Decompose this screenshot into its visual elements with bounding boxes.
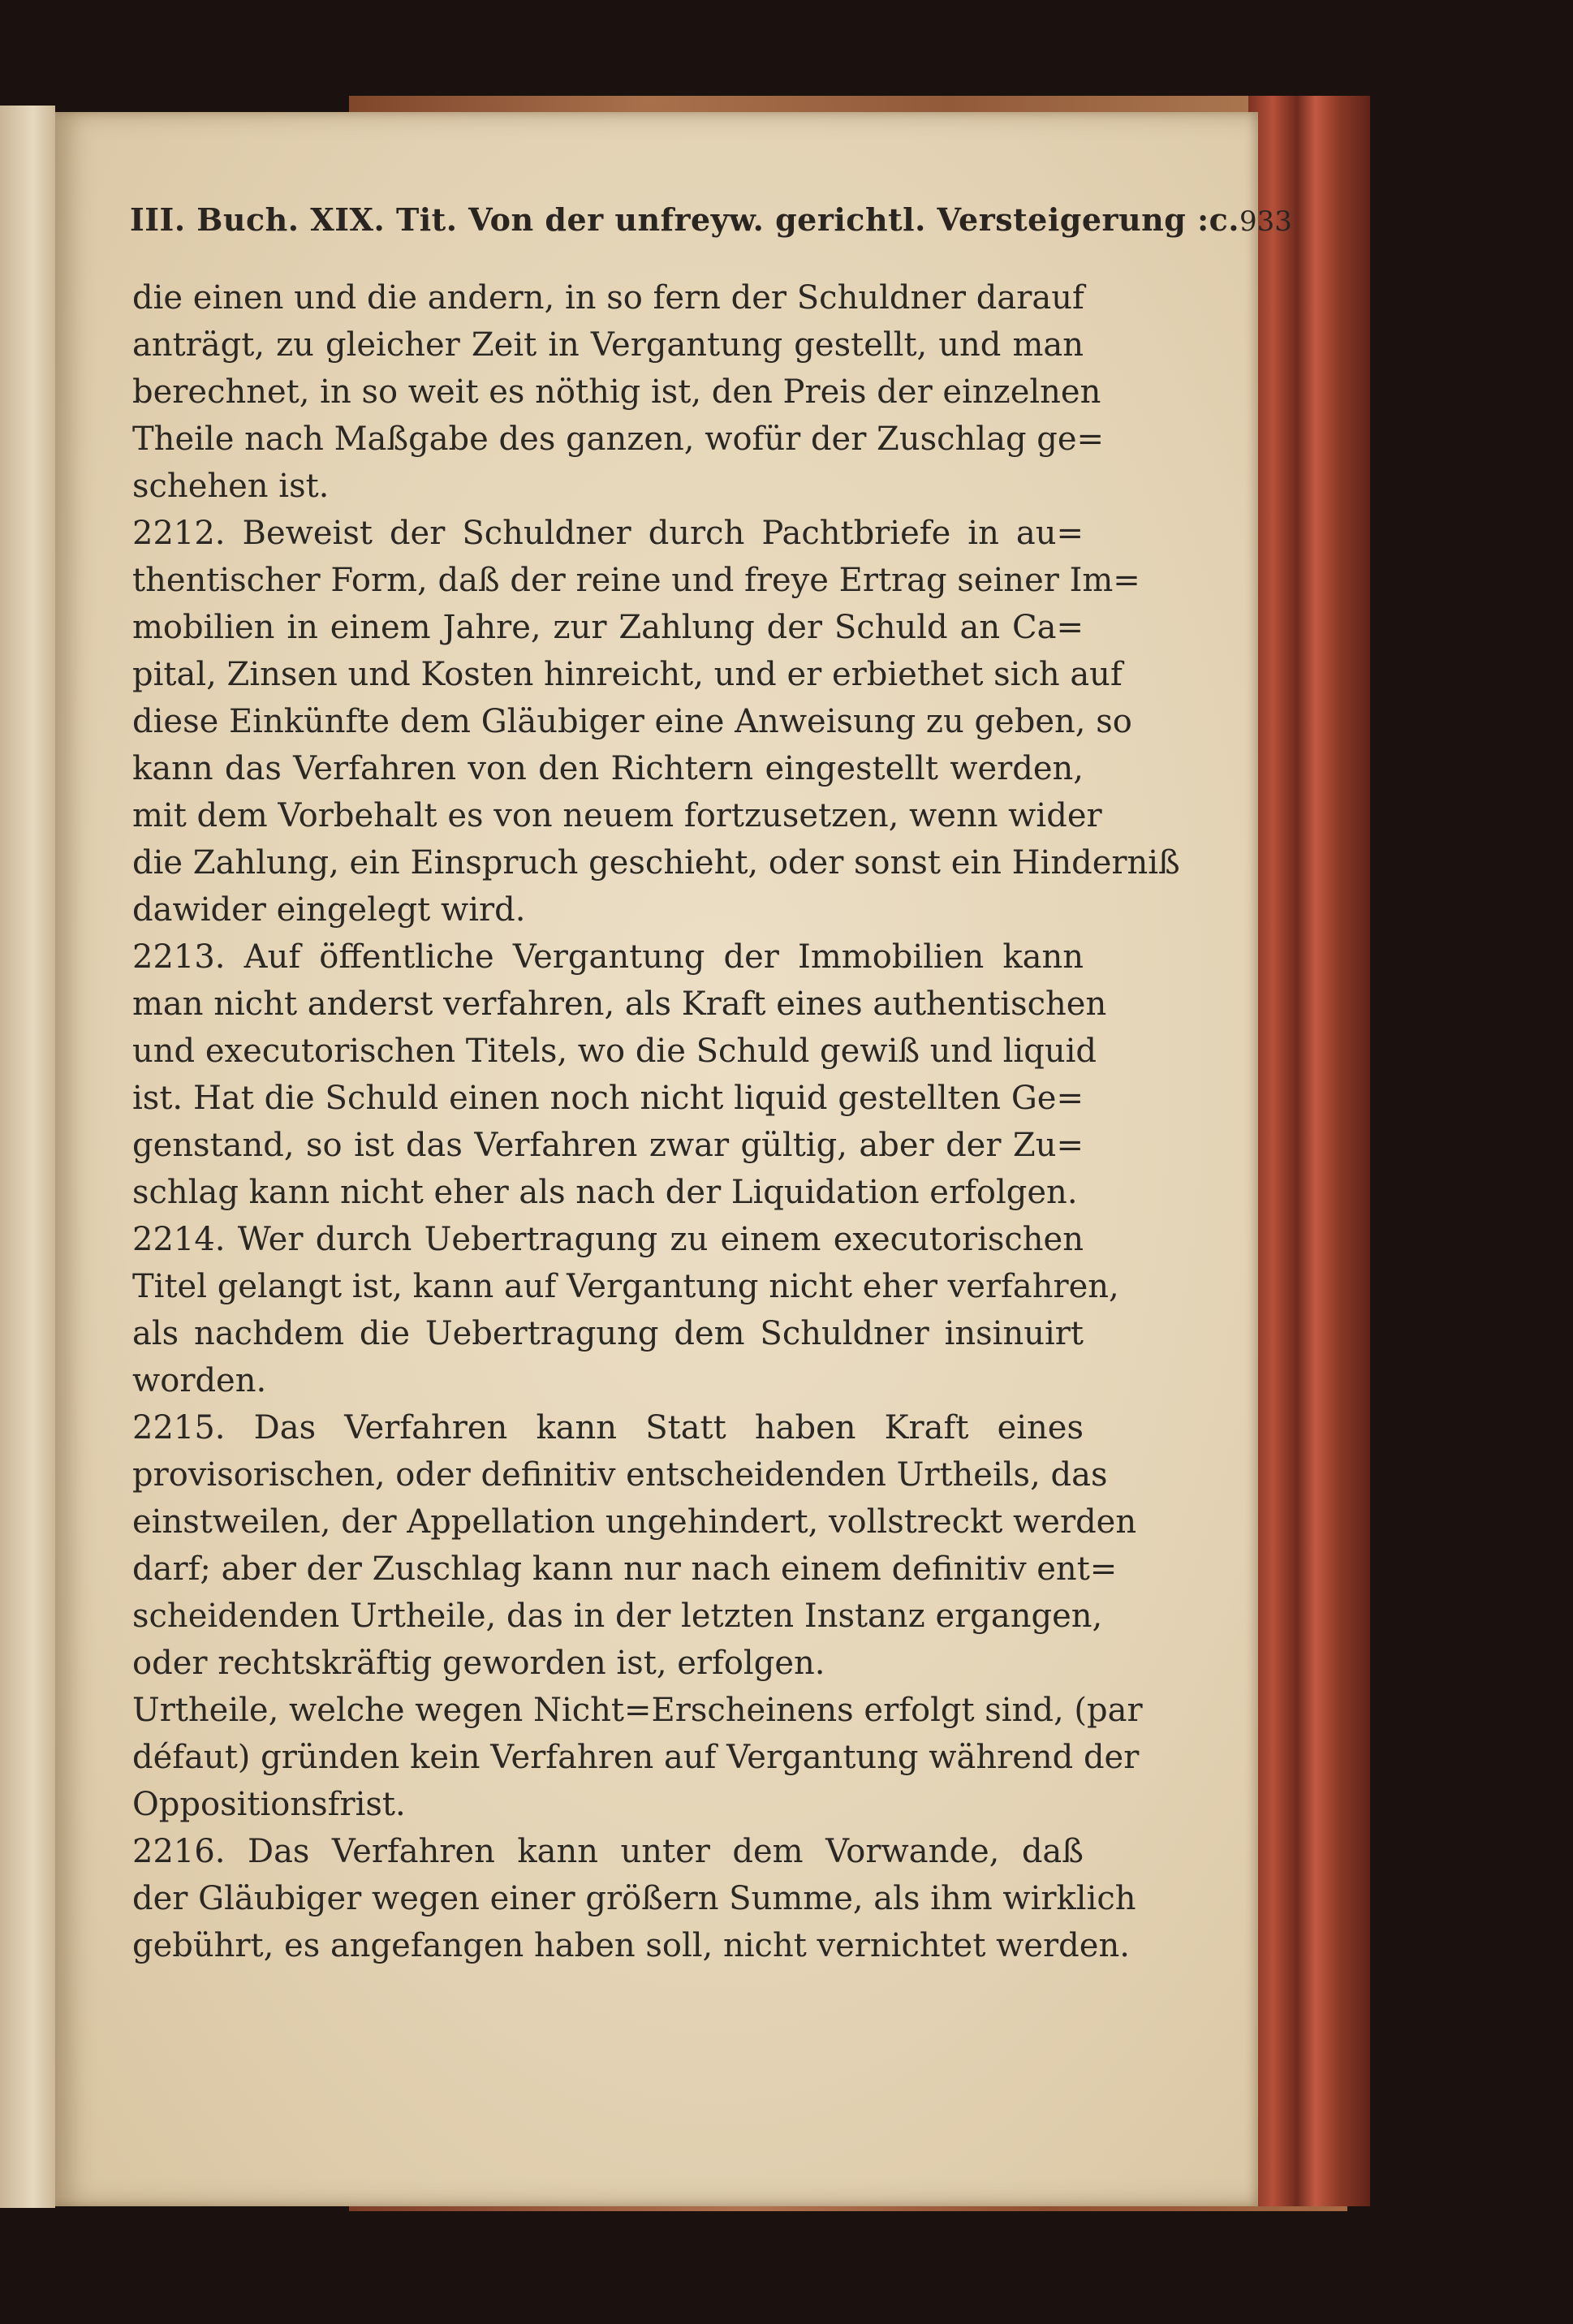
- page-number: 933: [1239, 205, 1292, 238]
- text-line: mit dem Vorbehalt es von neuem fortzusetzen, wenn wider: [132, 797, 1102, 834]
- text-line: provisorischen, oder definitiv entscheidenden Urtheils, das: [132, 1456, 1108, 1494]
- text-line: kann das Verfahren von den Richtern eingestellt werden,: [132, 750, 1084, 787]
- text-line: dawider eingelegt wird.: [132, 891, 526, 929]
- text-line: der Gläubiger wegen einer größern Summe, als ihm wirklich: [132, 1880, 1136, 1917]
- text-line: mobilien in einem Jahre, zur Zahlung der Schuld an Ca=: [132, 609, 1084, 646]
- text-line: anträgt, zu gleicher Zeit in Vergantung gestellt, und man: [132, 326, 1084, 364]
- text-line: schlag kann nicht eher als nach der Liquidation erfolgen.: [132, 1174, 1078, 1211]
- text-line: défaut) gründen kein Verfahren auf Vergantung während der: [132, 1739, 1140, 1776]
- text-line: Theile nach Maßgabe des ganzen, wofür der Zuschlag ge=: [132, 420, 1105, 458]
- header-title: III. Buch. XIX. Tit. Von der unfreyw. gerichtl. Versteigerung :c.: [130, 201, 1239, 238]
- running-header: [130, 201, 1292, 238]
- text-line: 2214. Wer durch Uebertragung zu einem executorischen: [132, 1221, 1084, 1258]
- adjacent-page-edge: [0, 106, 55, 2208]
- text-line: ist. Hat die Schuld einen noch nicht liquid gestellten Ge=: [132, 1080, 1084, 1117]
- text-line: scheidenden Urtheile, das in der letzten Instanz ergangen,: [132, 1597, 1103, 1635]
- text-line: diese Einkünfte dem Gläubiger eine Anweisung zu geben, so: [132, 703, 1132, 740]
- text-line: berechnet, in so weit es nöthig ist, den Preis der einzelnen: [132, 373, 1101, 411]
- text-line: darf; aber der Zuschlag kann nur nach einem definitiv ent=: [132, 1550, 1118, 1588]
- text-line: einstweilen, der Appellation ungehindert, vollstreckt werden: [132, 1503, 1137, 1541]
- text-line: thentischer Form, daß der reine und freye Ertrag seiner Im=: [132, 562, 1140, 599]
- text-line: man nicht anderst verfahren, als Kraft eines authentischen: [132, 985, 1107, 1023]
- text-line: 2215. Das Verfahren kann Statt haben Kraft eines: [132, 1409, 1084, 1447]
- text-line: Urtheile, welche wegen Nicht=Erscheinens erfolgt sind, (par: [132, 1692, 1143, 1729]
- page-body-text: [132, 274, 1180, 1969]
- text-line: oder rechtskräftig geworden ist, erfolgen.: [132, 1645, 825, 1682]
- text-line: pital, Zinsen und Kosten hinreicht, und er erbiethet sich auf: [132, 656, 1123, 693]
- text-line: Titel gelangt ist, kann auf Vergantung nicht eher verfahren,: [132, 1268, 1119, 1305]
- text-line: 2216. Das Verfahren kann unter dem Vorwande, daß: [132, 1833, 1084, 1870]
- text-line: die Zahlung, ein Einspruch geschieht, oder sonst ein Hinderniß: [132, 844, 1180, 882]
- text-line: und executorischen Titels, wo die Schuld gewiß und liquid: [132, 1033, 1097, 1070]
- text-line: worden.: [132, 1362, 267, 1399]
- text-line: genstand, so ist das Verfahren zwar gültig, aber der Zu=: [132, 1127, 1084, 1164]
- text-line: 2212. Beweist der Schuldner durch Pachtbriefe in au=: [132, 515, 1084, 552]
- text-line: als nachdem die Uebertragung dem Schuldner insinuirt: [132, 1315, 1084, 1352]
- text-line: schehen ist.: [132, 468, 330, 505]
- text-line: die einen und die andern, in so fern der Schuldner darauf: [132, 279, 1084, 317]
- text-line: gebührt, es angefangen haben soll, nicht vernichtet werden.: [132, 1927, 1130, 1964]
- text-line: Oppositionsfrist.: [132, 1786, 406, 1823]
- book-cover-fore-edge: [1248, 96, 1370, 2206]
- text-line: 2213. Auf öffentliche Vergantung der Immobilien kann: [132, 938, 1084, 976]
